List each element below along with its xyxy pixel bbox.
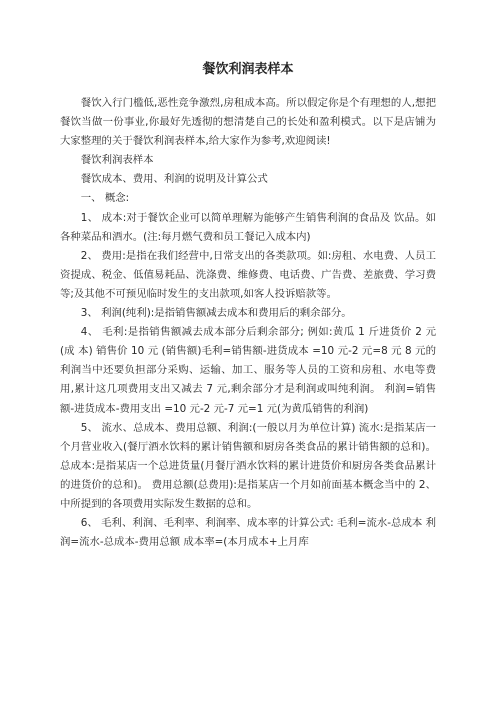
paragraph-subtitle: 餐饮利润表样本 [80, 154, 154, 167]
paragraph-concepts-heading: 一、 概念: [80, 192, 130, 205]
paragraph-intro: 餐饮入行门槛低,恶性竞争激烈,房租成本高。所以假定你是个有理想的人,想把餐饮当做一份事业,你最好先透彻的想清楚自己的长处和盈利模式。以下是店铺为大家整理的关于餐饮利润表样本,给大家作为参考,欢迎阅读! [60, 97, 436, 148]
paragraph-item-5: 5、 流水、总成本、费用总额、利润:(一般以月为单位计算) 流水:是指某店一个月营业收入(餐厅酒水饮料的累计销售额和厨房各类食品的累计销售额的总和)。 总成本:是指某店一个总进货量(月餐厅酒水饮料的累计进货价和厨房各类食品累计的进货价的总和)。 费用总额(总费用):是指某店一个月如前面基本概念当中的 2、 中所提到的各项费用实际发生数据的总和。 [60, 421, 436, 510]
document-body [60, 94, 436, 552]
paragraph-section-heading: 餐饮成本、费用、利润的说明及计算公式 [80, 173, 268, 186]
paragraph-item-1: 1、 成本:对于餐饮企业可以简单理解为能够产生销售利润的食品及 饮品。如各种菜品和酒水。(注:每月燃气费和员工餐记入成本内) [60, 211, 436, 243]
paragraph-item-4: 4、 毛利:是指销售额减去成本部分后剩余部分; 例如:黄瓜 1 斤进货价 2 元 (成 本) 销售价 10 元 (销售额)毛利=销售额-进货成本 =10 元-2 元=8 元 8 元的利润当中还要负担部分采购、运输、加工、服务等人员的工资和房租、水电等费用,累计这几项费用支出又减去 7 元,剩余部分才是利润或叫纯利润。 利润=销售额-进货成本-费用支出 =10 元-2 元-7 元=1 元(为黄瓜销售的利润) [60, 326, 436, 415]
paragraph-item-6: 6、 毛利、利润、毛利率、利润率、成本率的计算公式: 毛利=流水-总成本 利润=流水-总成本-费用总额 成本率=(本月成本+上月库 [60, 517, 436, 549]
paragraph-item-3: 3、 利润(纯利):是指销售额减去成本和费用后的剩余部分。 [80, 307, 352, 320]
paragraph-item-2: 2、 费用:是指在我们经营中,日常支出的各类款项。如:房租、水电费、人员工资提成、税金、低值易耗品、洗涤费、维修费、电话费、广告费、差旅费、学习费等;及其他不可预见临时发生的支出款项,如客人投诉赔款等。 [60, 249, 436, 300]
document-title: 餐饮利润表样本 [202, 62, 294, 77]
